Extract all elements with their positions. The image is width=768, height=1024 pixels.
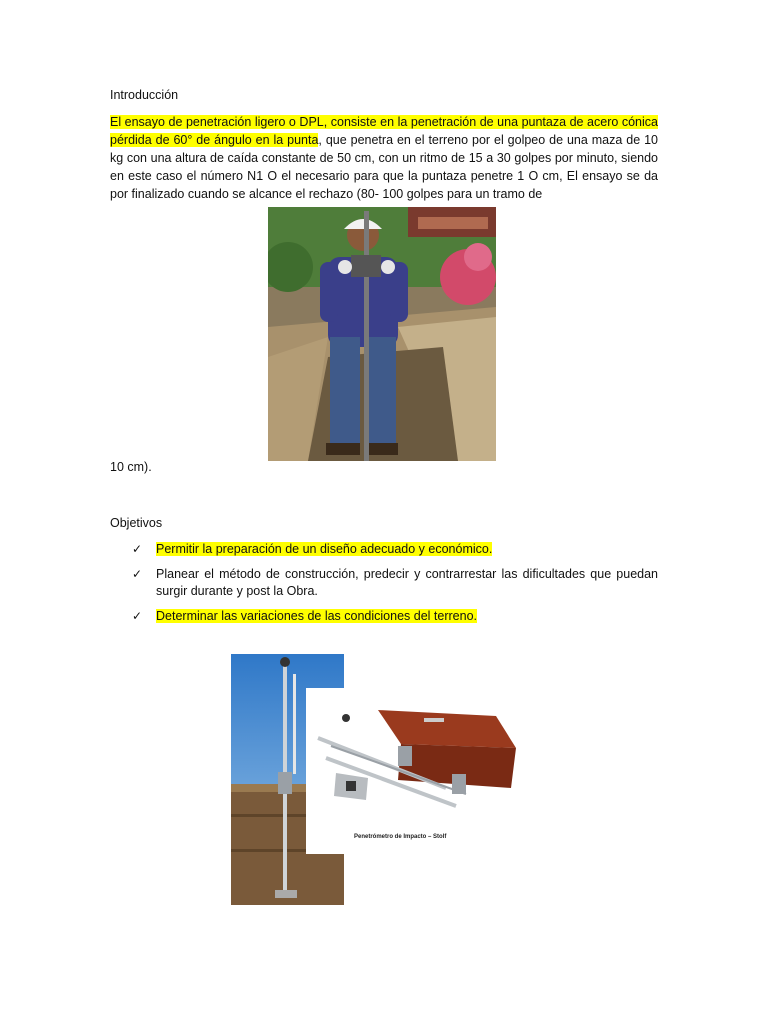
objective-item-3 bbox=[110, 608, 658, 625]
checkmark-icon: ✓ bbox=[132, 542, 143, 556]
objective-item-1 bbox=[110, 541, 658, 558]
penetrometer-kit-photo bbox=[306, 688, 518, 854]
kit-photo-caption: Penetrómetro de Impacto – Stolf bbox=[354, 834, 447, 840]
objective-text-2: Planear el método de construcción, predecir y contrarrestar las dificultades que puedan surgir durante y post la Obra. bbox=[156, 567, 658, 598]
checkmark-icon: ✓ bbox=[132, 567, 143, 581]
objective-item-2 bbox=[110, 566, 658, 600]
checkmark-icon: ✓ bbox=[132, 609, 143, 623]
objectives-list bbox=[110, 541, 658, 633]
objective-text-3: Determinar las variaciones de las condiciones del terreno. bbox=[156, 609, 477, 623]
intro-paragraph bbox=[110, 113, 658, 203]
worker-dpl-photo bbox=[268, 207, 496, 461]
intro-continuation: 10 cm). bbox=[110, 460, 152, 474]
objective-text-1: Permitir la preparación de un diseño adecuado y económico. bbox=[156, 542, 493, 556]
intro-heading: Introducción bbox=[110, 88, 179, 102]
intro-body-text: , que penetra en el terreno por el golpeo de una maza de 10 kg con una altura de caída constante de 50 cm, con un ritmo de 15 a 30 golpes por minuto, siendo en este caso el número N1 O el necesario para que la puntaza penetre 1 O cm, El ensayo se da por finalizado cuando se alcance el rechazo (80- 100 golpes para un tramo de bbox=[110, 133, 659, 201]
objectives-heading: Objetivos bbox=[110, 516, 163, 530]
intro-highlighted-text: El ensayo de penetración ligero o DPL, consiste en la penetración de una puntaza de acero cónica pérdida de 60° de ángulo en la punta bbox=[110, 115, 658, 147]
